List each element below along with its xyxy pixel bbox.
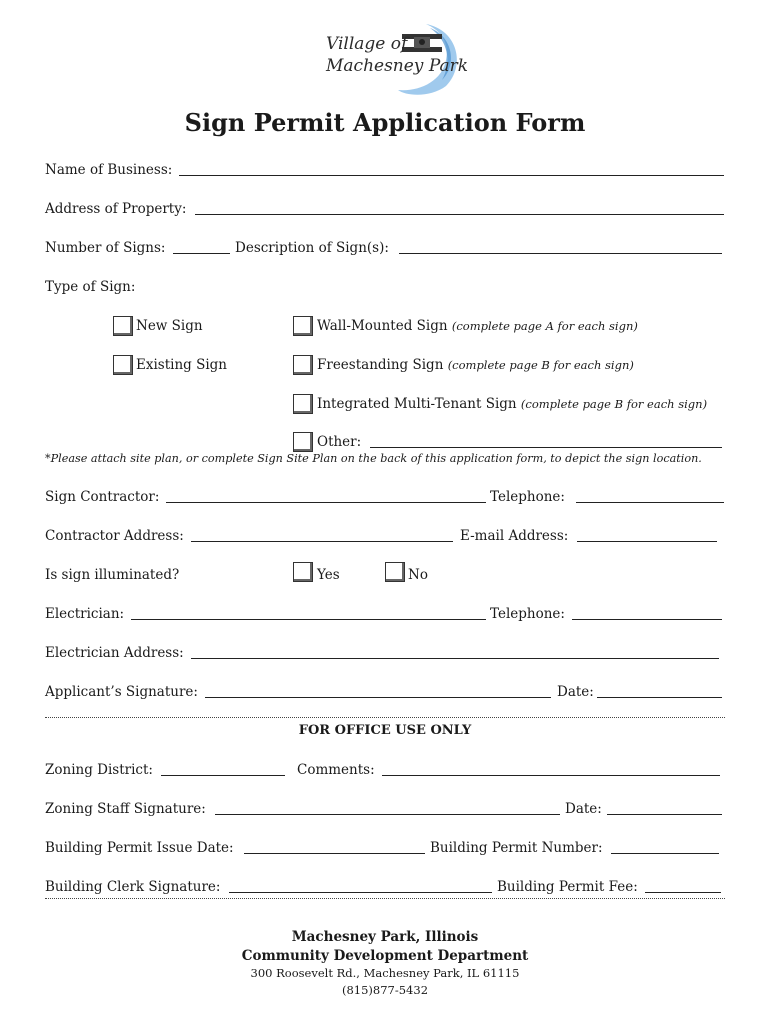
- footer-department: Community Development Department: [241, 948, 529, 964]
- zoning-signature-label: Zoning Staff Signature:: [45, 801, 206, 817]
- integrated-option: [317, 396, 707, 412]
- site-plan-note: *Please attach site plan, or complete Sign Site Plan on the back of this application form, to depict the sign location.: [45, 452, 702, 465]
- sign-contractor-field[interactable]: [166, 502, 486, 503]
- wall-mounted-note: (complete page A for each sign): [451, 319, 638, 333]
- contractor-address-label: Contractor Address:: [45, 528, 184, 544]
- permit-issue-date-field[interactable]: [244, 853, 425, 854]
- footer-city: Machesney Park, Illinois: [291, 929, 479, 945]
- contractor-address-field[interactable]: [191, 541, 453, 542]
- comments-label: Comments:: [297, 762, 375, 778]
- num-signs-label: Number of Signs:: [45, 240, 166, 256]
- illuminated-yes-checkbox[interactable]: [293, 562, 313, 582]
- sign-description-field[interactable]: [399, 253, 722, 254]
- office-divider-bottom: [45, 898, 725, 899]
- other-field[interactable]: [370, 447, 722, 448]
- electrician-address-label: Electrician Address:: [45, 645, 184, 661]
- new-sign-checkbox[interactable]: [113, 316, 133, 336]
- footer-phone: (815)877-5432: [341, 983, 429, 997]
- applicant-date-field[interactable]: [597, 697, 722, 698]
- electrician-field[interactable]: [131, 619, 486, 620]
- clerk-signature-field[interactable]: [229, 892, 492, 893]
- page-title: Sign Permit Application Form: [184, 108, 586, 137]
- business-name-label: Name of Business:: [45, 162, 173, 178]
- email-field[interactable]: [577, 541, 717, 542]
- wall-mounted-label: Wall-Mounted Sign: [317, 318, 448, 334]
- other-checkbox[interactable]: [293, 432, 313, 452]
- other-label: Other:: [317, 434, 362, 450]
- zoning-date-field[interactable]: [607, 814, 722, 815]
- sign-contractor-label: Sign Contractor:: [45, 489, 160, 505]
- freestanding-option: [317, 357, 634, 373]
- logo-text-line1: Village of: [326, 34, 408, 54]
- existing-sign-checkbox[interactable]: [113, 355, 133, 375]
- contractor-telephone-label: Telephone:: [490, 489, 565, 505]
- electrician-telephone-label: Telephone:: [490, 606, 565, 622]
- freestanding-note: (complete page B for each sign): [447, 358, 634, 372]
- electrician-address-field[interactable]: [191, 658, 719, 659]
- clerk-signature-label: Building Clerk Signature:: [45, 879, 221, 895]
- applicant-signature-field[interactable]: [205, 697, 551, 698]
- office-use-heading: FOR OFFICE USE ONLY: [298, 723, 472, 738]
- applicant-date-label: Date:: [557, 684, 594, 700]
- integrated-note: (complete page B for each sign): [520, 397, 708, 411]
- permit-fee-field[interactable]: [645, 892, 721, 893]
- zoning-district-label: Zoning District:: [45, 762, 153, 778]
- zoning-date-label: Date:: [565, 801, 602, 817]
- illuminated-label: Is sign illuminated?: [45, 567, 180, 583]
- zoning-signature-field[interactable]: [215, 814, 560, 815]
- type-of-sign-label: Type of Sign:: [45, 279, 136, 295]
- electrician-telephone-field[interactable]: [572, 619, 722, 620]
- wall-mounted-option: [317, 318, 638, 334]
- freestanding-checkbox[interactable]: [293, 355, 313, 375]
- village-logo: [318, 20, 468, 98]
- permit-issue-date-label: Building Permit Issue Date:: [45, 840, 234, 856]
- footer-address: 300 Roosevelt Rd., Machesney Park, IL 61115: [250, 966, 520, 980]
- permit-number-field[interactable]: [611, 853, 719, 854]
- freestanding-label: Freestanding Sign: [317, 357, 444, 373]
- illuminated-no-label: No: [408, 567, 428, 583]
- permit-number-label: Building Permit Number:: [430, 840, 603, 856]
- property-address-label: Address of Property:: [45, 201, 187, 217]
- integrated-checkbox[interactable]: [293, 394, 313, 414]
- contractor-telephone-field[interactable]: [576, 502, 724, 503]
- sign-description-label: Description of Sign(s):: [235, 240, 389, 256]
- applicant-signature-label: Applicant’s Signature:: [45, 684, 198, 700]
- num-signs-field[interactable]: [173, 253, 230, 254]
- electrician-label: Electrician:: [45, 606, 125, 622]
- comments-field[interactable]: [382, 775, 720, 776]
- illuminated-yes-label: Yes: [317, 567, 340, 583]
- logo-text-line2: Machesney Park: [326, 56, 469, 76]
- integrated-label: Integrated Multi-Tenant Sign: [317, 396, 517, 412]
- illuminated-no-checkbox[interactable]: [385, 562, 405, 582]
- email-label: E-mail Address:: [460, 528, 569, 544]
- zoning-district-field[interactable]: [161, 775, 285, 776]
- office-divider-top: [45, 717, 725, 718]
- business-name-field[interactable]: [179, 175, 724, 176]
- permit-fee-label: Building Permit Fee:: [497, 879, 638, 895]
- existing-sign-label: Existing Sign: [136, 357, 227, 373]
- property-address-field[interactable]: [195, 214, 724, 215]
- wall-mounted-checkbox[interactable]: [293, 316, 313, 336]
- new-sign-label: New Sign: [136, 318, 203, 334]
